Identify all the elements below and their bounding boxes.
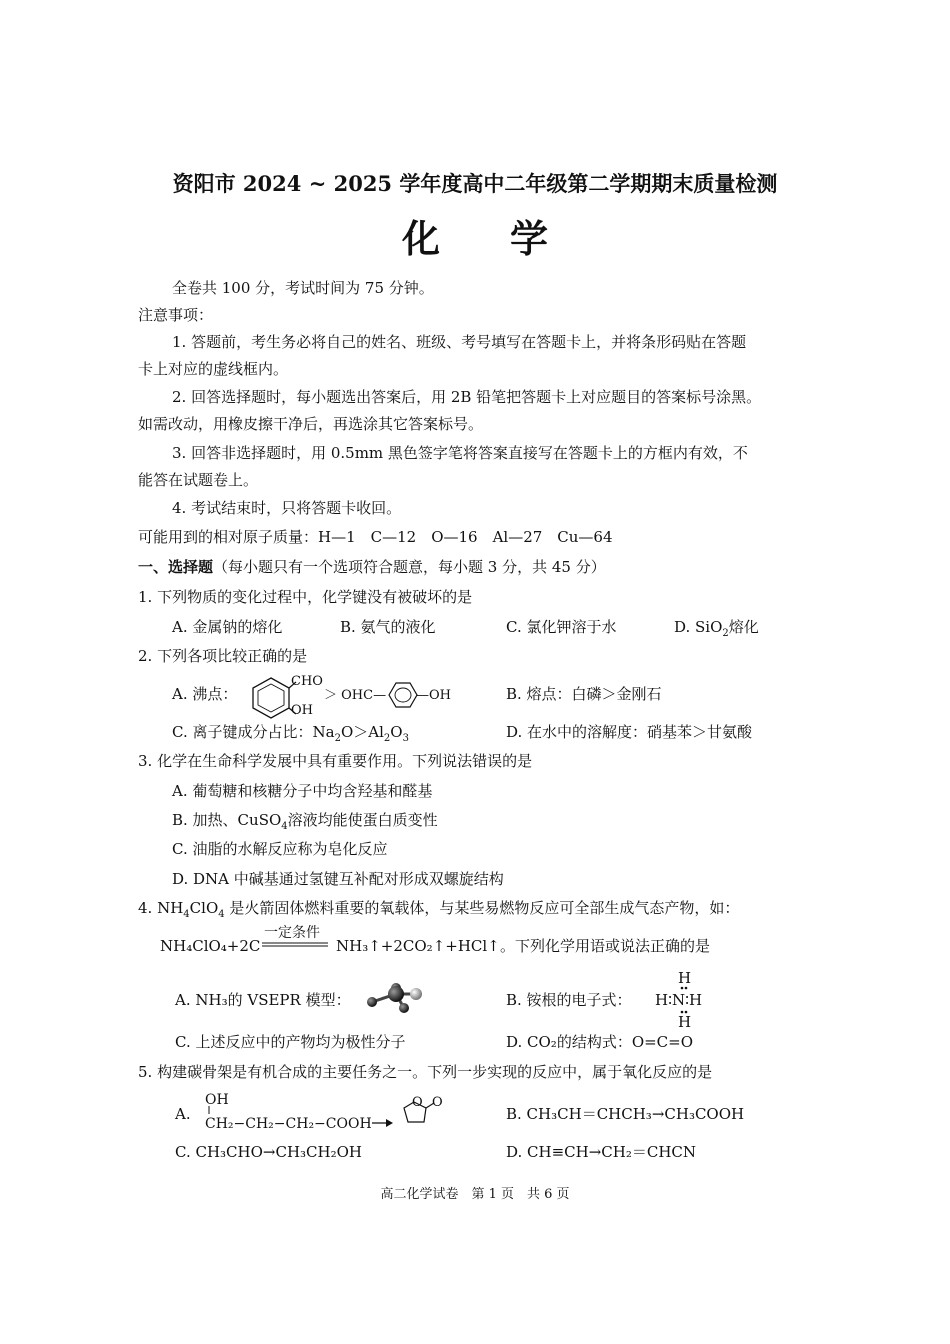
notice-1b: 卡上对应的虚线框内。 (138, 360, 289, 378)
q4-stem-post: 是火箭固体燃料重要的氧载体，与某些易燃物反应可全部生成气态产物，如： (224, 899, 740, 917)
q4-stem-pre: 4. NH (138, 899, 184, 917)
q3-option-a: A. 葡萄糖和核糖分子中均含羟基和醛基 (172, 782, 433, 800)
q2-a-oh2: —OH (416, 688, 451, 703)
electron-h-n-h: H∶N∶H (655, 991, 703, 1009)
q5-a-oh: OH (205, 1092, 229, 1108)
q5-option-d: D. CH≡CH→CH₂＝CHCN (506, 1143, 697, 1161)
q3-stem: 3. 化学在生命科学发展中具有重要作用。下列说法错误的是 (138, 752, 533, 770)
q5-option-b: B. CH₃CH＝CHCH₃→CH₃COOH (506, 1105, 745, 1123)
q4-option-b: B. 铵根的电子式： (506, 991, 632, 1009)
q5-option-a-label: A. (175, 1105, 191, 1123)
q5-a-carbonyl-o: O (432, 1095, 443, 1110)
exam-title: 资阳市 2024 ~ 2025 学年度高中二年级第二学期期末质量检测 (172, 171, 778, 196)
section-1-label: 一、选择题 (138, 558, 214, 576)
q2-c-o: O (390, 723, 403, 741)
q3-option-c: C. 油脂的水解反应称为皂化反应 (172, 840, 388, 858)
subject-title: 化学 (401, 216, 618, 261)
q1-d-pre: D. SiO (674, 618, 723, 636)
electron-h-top: H (678, 969, 692, 987)
q2-a-compare: ＞ OHC— (324, 688, 387, 703)
q4-stem (138, 898, 739, 925)
q2-a-cho: CHO (291, 674, 323, 689)
total-score-note: 全卷共 100 分，考试时间为 75 分钟。 (172, 279, 434, 297)
q3-option-b (172, 810, 438, 837)
notice-label: 注意事项： (138, 306, 214, 324)
q4-option-d: D. CO₂的结构式：O=C=O (506, 1033, 694, 1051)
page-footer: 高二化学试卷 第 1 页 共 6 页 (380, 1187, 570, 1202)
notice-2b: 如需改动，用橡皮擦干净后，再选涂其它答案标号。 (138, 415, 484, 433)
q4-equation-right: NH₃↑+2CO₂↑+HCl↑ (336, 937, 500, 955)
q4-stem-sub1: 4 (183, 909, 190, 920)
notice-3b: 能答在试题卷上。 (138, 471, 259, 489)
q3-option-d: D. DNA 中碱基通过氢键互补配对形成双螺旋结构 (172, 870, 504, 888)
q2-stem: 2. 下列各项比较正确的是 (138, 647, 308, 665)
q1-stem: 1. 下列物质的变化过程中，化学键没有被破坏的是 (138, 588, 473, 606)
q2-c-sub3: 3 (402, 733, 409, 744)
q1-d-sub: 2 (722, 628, 729, 639)
q5-stem: 5. 构建碳骨架是有机合成的主要任务之一。下列一步实现的反应中，属于氧化反应的是 (138, 1063, 713, 1081)
q4-equation-condition: 一定条件 (264, 925, 320, 941)
q3-b-sub: 4 (281, 821, 288, 832)
q2-c-mid: O＞Al (340, 723, 384, 741)
q3-b-post: 溶液均能使蛋白质变性 (287, 811, 438, 829)
section-1-heading (138, 557, 606, 577)
q1-option-a: A. 金属钠的熔化 (172, 618, 283, 636)
electron-h-bottom: H (678, 1013, 692, 1031)
q5-option-c: C. CH₃CHO→CH₃CH₂OH (175, 1143, 362, 1161)
q1-option-b: B. 氨气的液化 (340, 618, 436, 636)
q4-stem-sub2: 4 (218, 909, 225, 920)
q2-c-pre: C. 离子键成分占比：Na (172, 723, 335, 741)
equation-equals-arrow (262, 942, 330, 948)
q2-option-b: B. 熔点：白磷＞金刚石 (506, 685, 662, 703)
notice-3a: 3. 回答非选择题时，用 0.5mm 黑色签字笔将答案直接写在答题卡上的方框内有效，不 (172, 444, 748, 462)
q2-option-a-label: A. 沸点： (172, 685, 238, 703)
q2-option-c (172, 722, 409, 749)
q2-c-sub1: 2 (334, 733, 341, 744)
vsepr-model-icon (364, 980, 430, 1014)
q2-option-d: D. 在水中的溶解度：硝基苯＞甘氨酸 (506, 723, 753, 741)
notice-1a: 1. 答题前，考生务必将自己的姓名、班级、考号填写在答题卡上，并将条形码贴在答题 (172, 333, 747, 351)
q4-equation-tail: 。下列化学用语或说法正确的是 (500, 937, 711, 955)
q2-c-sub2: 2 (383, 733, 391, 744)
q4-option-a: A. NH₃的 VSEPR 模型： (175, 991, 351, 1009)
right-arrow-icon (372, 1118, 394, 1128)
bond-line (207, 1106, 211, 1114)
q2-a-oh: OH (291, 703, 313, 718)
benzene-ring-icon (248, 676, 294, 716)
q3-b-pre: B. 加热、CuSO (172, 811, 282, 829)
atomic-masses: 可能用到的相对原子质量：H—1 C—12 O—16 Al—27 Cu—64 (138, 528, 613, 546)
q1-d-post: 熔化 (728, 618, 759, 636)
q4-option-c: C. 上述反应中的产物均为极性分子 (175, 1033, 406, 1051)
q5-a-chain: CH₂−CH₂−CH₂−COOH (205, 1116, 372, 1132)
q4-equation-left: NH₄ClO₄+2C (160, 937, 261, 955)
notice-2a: 2. 回答选择题时，每小题选出答案后，用 2B 铅笔把答题卡上对应题目的答案标号涂黑。 (172, 388, 762, 406)
q1-option-c: C. 氯化钾溶于水 (506, 618, 617, 636)
q5-a-ring-o: O (412, 1095, 423, 1110)
q4-stem-cl: ClO (189, 899, 219, 917)
q1-option-d (674, 617, 759, 644)
electron-dots-icon (676, 985, 692, 1015)
notice-4: 4. 考试结束时，只将答题卡收回。 (172, 499, 402, 517)
section-1-note: （每小题只有一个选项符合题意，每小题 3 分，共 45 分） (213, 558, 606, 576)
